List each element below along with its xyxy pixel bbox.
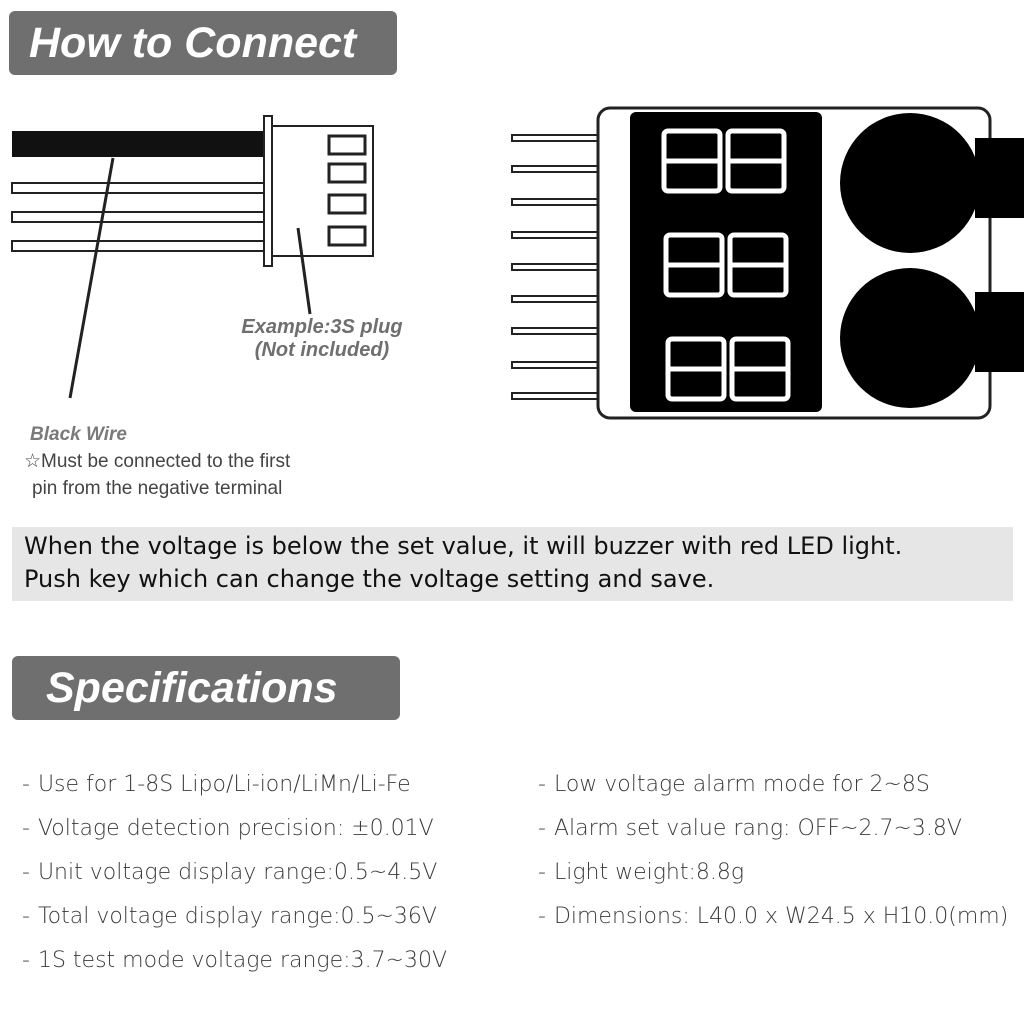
spec-item [22,902,447,946]
bullet-dash: - [538,772,546,797]
spec-text: Low voltage alarm mode for 2~8S [553,772,930,797]
spec-text: Use for 1-8S Lipo/Li-ion/LiMn/Li-Fe [37,772,411,797]
spec-item [538,814,1008,858]
specifications-title: Specifications [46,664,338,712]
spec-text: Total voltage display range:0.5~36V [37,904,437,929]
bullet-dash: - [22,772,30,797]
plug-pin-2 [329,164,365,182]
black-wire-note-line1: ☆Must be connected to the first [24,451,291,472]
voltage-tester [512,108,1024,418]
info-line-1: When the voltage is below the set value, it will buzzer with red LED light. [24,532,903,560]
plug-pin-4 [329,227,365,245]
spec-item [538,902,1008,946]
bullet-dash: - [538,904,546,929]
how-to-connect-banner [9,11,397,75]
tester-pins [512,135,598,399]
spec-item [538,770,1008,814]
spec-list-right [538,770,1008,946]
wire-3 [12,212,264,222]
buzzer-top [840,113,980,253]
spec-text: 1S test mode voltage range:3.7~30V [37,948,448,973]
spec-text: Dimensions: L40.0 x W24.5 x H10.0(mm) [553,904,1009,929]
spec-item [22,814,447,858]
spec-item [22,770,447,814]
spec-item [538,858,1008,902]
spec-text: Alarm set value rang: OFF~2.7~3.8V [553,816,962,841]
plug-pin-3 [329,195,365,213]
spec-text: Light weight:8.8g [553,860,745,885]
bullet-dash: - [538,860,546,885]
bullet-dash: - [22,948,30,973]
plug-flange [264,116,272,266]
spec-list-left [22,770,447,990]
plug-example-label: Example:3S plug [241,316,403,338]
bullet-dash: - [22,904,30,929]
plug-not-included-note: (Not included) [254,339,390,361]
connection-diagram [0,95,1024,435]
black-wire-note-line2: pin from the negative terminal [32,478,283,499]
wire-2 [12,183,264,193]
how-to-connect-title: How to Connect [29,19,357,67]
black-wire-label: Black Wire [30,424,127,445]
button-bottom [975,292,1024,372]
spec-text: Unit voltage display range:0.5~4.5V [37,860,438,885]
plug-pin-1 [329,136,365,154]
spec-text: Voltage detection precision: ±0.01V [37,816,434,841]
button-top [975,138,1024,218]
info-line-2: Push key which can change the voltage setting and save. [24,565,715,593]
spec-item [22,946,447,990]
specifications-banner [12,656,400,720]
black-wire [12,131,264,157]
buzzer-bottom [840,268,980,408]
info-box [12,527,1013,601]
spec-item [22,858,447,902]
bullet-dash: - [22,816,30,841]
wire-4 [12,241,264,251]
bullet-dash: - [538,816,546,841]
bullet-dash: - [22,860,30,885]
